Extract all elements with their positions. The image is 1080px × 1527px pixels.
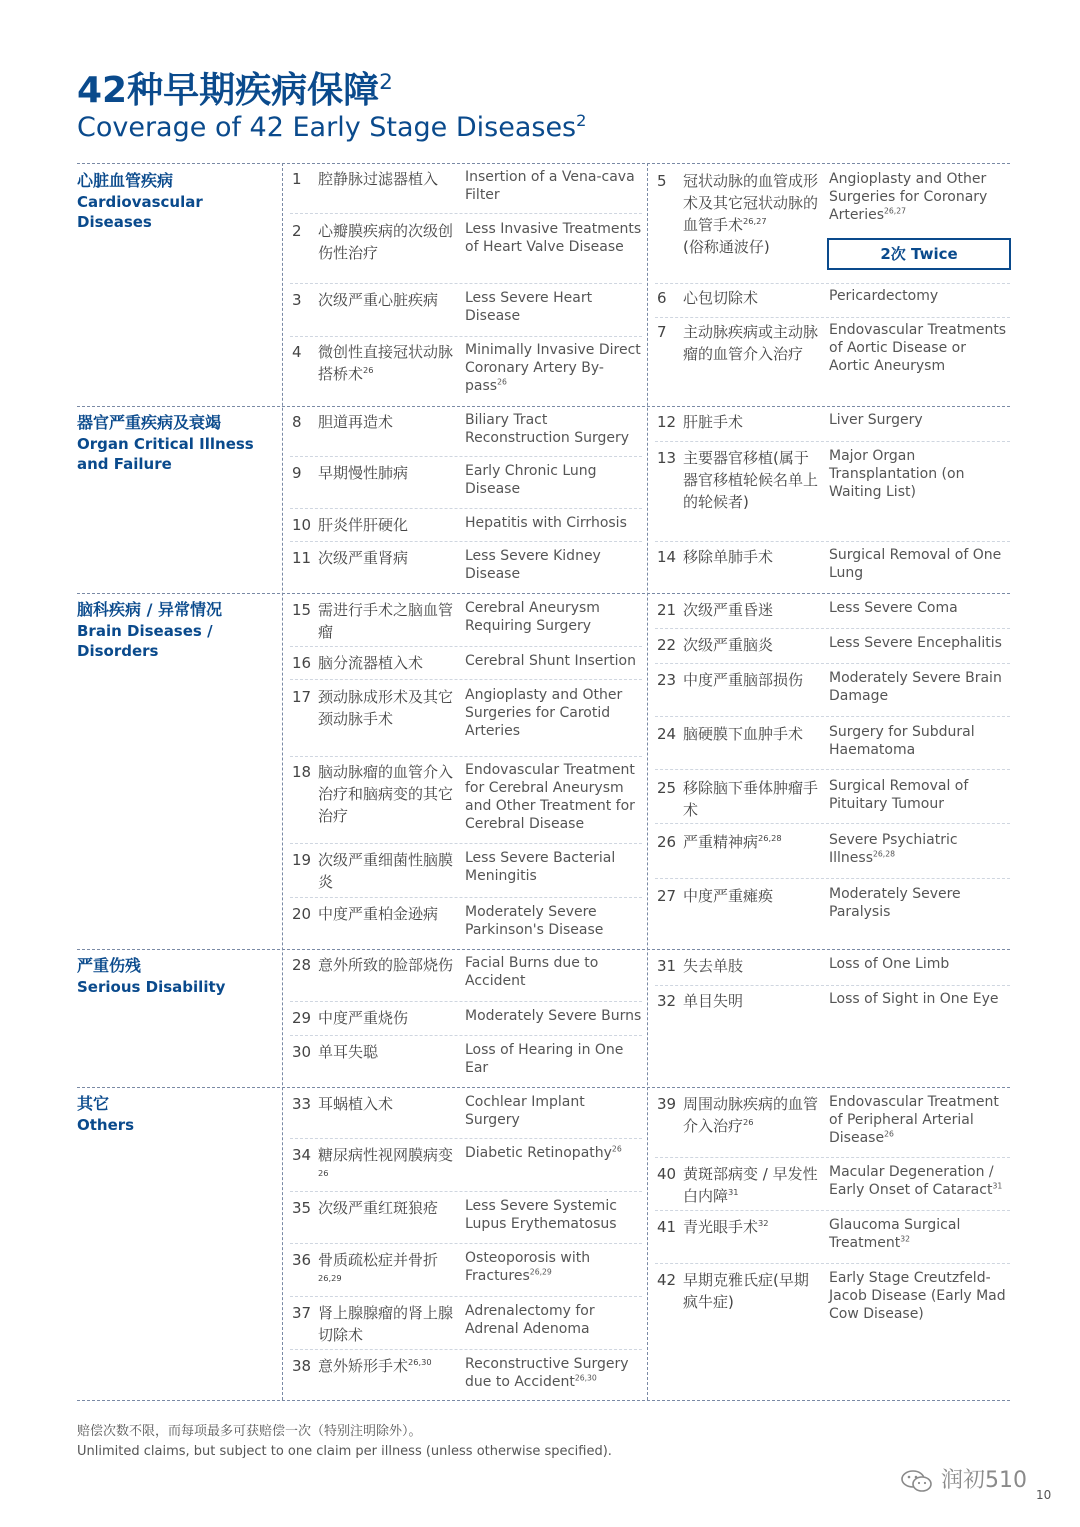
disease-number: 10	[292, 516, 312, 534]
disease-name-zh: 中度严重柏金逊病	[318, 905, 439, 923]
row-divider	[655, 1210, 1010, 1211]
disease-name-en: Endovascular Treatment of Peripheral Arterial Disease$^{26}$	[829, 1094, 999, 1146]
disease-name-en: Less Invasive Treatments of Heart Valve Disease	[465, 221, 642, 255]
page-title-zh: 42种早期疾病保障$^2$	[77, 70, 393, 111]
column-divider	[282, 163, 283, 1400]
disease-name-zh: 中度严重脑部损伤	[683, 671, 804, 689]
row-divider	[655, 769, 1010, 770]
disease-number: 1	[292, 170, 302, 188]
disease-name-zh: 主要器官移植(属于器官移植轮候名单上的轮候者)	[683, 449, 819, 511]
row-divider	[290, 1191, 642, 1192]
disease-number: 12	[657, 413, 677, 431]
row-divider	[290, 336, 642, 337]
category-brain: 脑科疾病 / 异常情况 Brain Diseases / Disorders	[77, 600, 222, 660]
disease-name-en: Minimally Invasive Direct Coronary Artery By-pass$^{26}$	[465, 342, 641, 394]
disease-number: 9	[292, 464, 302, 482]
disease-name-en: Facial Burns due to Accident	[465, 955, 599, 989]
disease-name-en: Macular Degeneration / Early Onset of Cataract$^{31}$	[829, 1164, 1003, 1198]
disease-number: 26	[657, 833, 677, 851]
row-divider	[655, 317, 1010, 318]
disease-number: 7	[657, 323, 667, 341]
page-title-en: Coverage of 42 Early Stage Diseases$^2$	[77, 111, 587, 143]
category-disability: 严重伤残 Serious Disability	[77, 956, 226, 996]
disease-name-en: Moderately Severe Paralysis	[829, 886, 961, 920]
disease-name-zh: 耳蜗植入术	[318, 1095, 394, 1113]
disease-name-zh: 次级严重细菌性脑膜炎	[318, 851, 454, 891]
disease-name-zh: 周围动脉疾病的血管介入治疗$^{26}$	[683, 1095, 819, 1135]
disease-name-zh: 脑分流器植入术	[318, 654, 424, 672]
section-divider	[77, 593, 1010, 594]
disease-name-en: Moderately Severe Brain Damage	[829, 670, 1002, 704]
disease-name-en: Pericardectomy	[829, 288, 939, 304]
disease-name-en: Surgical Removal of Pituitary Tumour	[829, 778, 969, 812]
row-divider	[290, 646, 642, 647]
disease-number: 14	[657, 548, 677, 566]
disease-name-zh: 冠状动脉的血管成形术及其它冠状动脉的血管手术$^{26,27}$ (俗称通波仔)	[683, 172, 819, 256]
section-divider	[77, 1087, 1010, 1088]
disease-number: 33	[292, 1095, 312, 1113]
disease-number: 34	[292, 1146, 312, 1164]
disease-name-zh: 主动脉疾病或主动脉瘤的血管介入治疗	[683, 323, 819, 363]
disease-number: 11	[292, 549, 312, 567]
disease-name-zh: 次级严重肾病	[318, 549, 409, 567]
disease-name-en: Biliary Tract Reconstruction Surgery	[465, 412, 630, 446]
disease-number: 2	[292, 222, 302, 240]
disease-name-zh: 意外所致的脸部烧伤	[318, 956, 454, 974]
disease-number: 25	[657, 779, 677, 797]
disease-name-en: Loss of Hearing in One Ear	[465, 1042, 624, 1076]
disease-name-zh: 移除脑下垂体肿瘤手术	[683, 779, 819, 819]
disease-number: 22	[657, 636, 677, 654]
disease-number: 39	[657, 1095, 677, 1113]
disease-name-zh: 颈动脉成形术及其它颈动脉手术	[318, 688, 454, 728]
disease-name-zh: 肝脏手术	[683, 413, 744, 431]
disease-number: 41	[657, 1218, 677, 1236]
disease-number: 16	[292, 654, 312, 672]
disease-name-en: Loss of One Limb	[829, 956, 950, 972]
disease-name-en: Cochlear Implant Surgery	[465, 1094, 585, 1128]
section-divider	[77, 949, 1010, 950]
disease-name-zh: 骨质疏松症并骨折$^{26,29}$	[318, 1251, 439, 1283]
disease-number: 17	[292, 688, 312, 706]
disease-name-zh: 糖尿病性视网膜病变$^{26}$	[318, 1146, 454, 1178]
disease-number: 21	[657, 601, 677, 619]
disease-name-zh: 严重精神病$^{26,28}$	[683, 833, 782, 851]
disease-name-en: Surgery for Subdural Haematoma	[829, 724, 975, 758]
disease-number: 28	[292, 956, 312, 974]
row-divider	[290, 1349, 642, 1350]
disease-name-en: Moderately Severe Parkinson's Disease	[465, 904, 604, 938]
row-divider	[290, 1243, 642, 1244]
disease-number: 32	[657, 992, 677, 1010]
disease-name-en: Less Severe Kidney Disease	[465, 548, 601, 582]
disease-name-en: Less Severe Bacterial Meningitis	[465, 850, 616, 884]
disease-name-en: Less Severe Coma	[829, 600, 958, 616]
row-divider	[290, 1001, 642, 1002]
disease-name-en: Less Severe Systemic Lupus Erythematosus	[465, 1198, 617, 1232]
disease-name-en: Less Severe Encephalitis	[829, 635, 1002, 651]
disease-name-zh: 需进行手术之脑血管瘤	[318, 601, 454, 641]
disease-name-zh: 心包切除术	[683, 289, 759, 307]
disease-name-en: Insertion of a Vena-cava Filter	[465, 169, 635, 203]
disease-name-zh: 单目失明	[683, 992, 744, 1010]
row-divider	[655, 716, 1010, 717]
row-divider	[655, 441, 1010, 442]
row-divider	[290, 1035, 642, 1036]
disease-number: 3	[292, 291, 302, 309]
disease-name-zh: 意外矫形手术$^{26,30}$	[318, 1357, 432, 1375]
disease-name-en: Cerebral Shunt Insertion	[465, 653, 636, 669]
disease-name-zh: 早期慢性肺病	[318, 464, 409, 482]
row-divider	[290, 541, 642, 542]
disease-name-zh: 次级严重红斑狼疮	[318, 1199, 439, 1217]
disease-name-zh: 腔静脉过滤器植入	[318, 170, 439, 188]
disease-number: 40	[657, 1165, 677, 1183]
watermark: 润初510	[900, 1463, 1027, 1494]
row-divider	[655, 1263, 1010, 1264]
disease-name-zh: 肾上腺腺瘤的肾上腺切除术	[318, 1304, 454, 1344]
disease-name-en: Adrenalectomy for Adrenal Adenoma	[465, 1303, 595, 1337]
disease-name-zh: 胆道再造术	[318, 413, 394, 431]
twice-badge: 2次 Twice	[827, 238, 1011, 270]
disease-number: 5	[657, 172, 667, 190]
disease-number: 38	[292, 1357, 312, 1375]
disease-name-en: Less Severe Heart Disease	[465, 290, 593, 324]
disease-name-zh: 失去单肢	[683, 957, 744, 975]
disease-name-zh: 次级严重昏迷	[683, 601, 774, 619]
disease-name-zh: 次级严重心脏疾病	[318, 291, 439, 309]
category-cardiovascular: 心脏血管疾病 Cardiovascular Diseases	[77, 171, 203, 231]
wechat-icon	[900, 1469, 934, 1493]
row-divider	[290, 897, 642, 898]
row-divider	[290, 213, 642, 214]
disease-number: 30	[292, 1043, 312, 1061]
disease-number: 8	[292, 413, 302, 431]
section-divider	[77, 406, 1010, 407]
disease-name-en: Diabetic Retinopathy$^{26}$	[465, 1144, 622, 1161]
disease-name-en: Early Stage Creutzfeld-Jacob Disease (Early Mad Cow Disease)	[829, 1270, 1006, 1322]
disease-name-zh: 中度严重烧伤	[318, 1009, 409, 1027]
row-divider	[290, 679, 642, 680]
disease-number: 19	[292, 851, 312, 869]
disease-name-zh: 微创性直接冠状动脉搭桥术$^{26}$	[318, 343, 454, 383]
footnote-zh: 赔偿次数不限，而每项最多可获赔偿一次（特别注明除外）。	[77, 1424, 422, 1439]
disease-name-en: Osteoporosis with Fractures$^{26,29}$	[465, 1250, 591, 1284]
row-divider	[290, 843, 642, 844]
row-divider	[290, 756, 642, 757]
disease-number: 20	[292, 905, 312, 923]
disease-name-zh: 脑动脉瘤的血管介入治疗和脑病变的其它治疗	[318, 763, 454, 825]
section-divider	[77, 163, 1010, 164]
row-divider	[290, 283, 642, 284]
disease-name-zh: 次级严重脑炎	[683, 636, 774, 654]
disease-name-zh: 移除单肺手术	[683, 548, 774, 566]
column-divider	[647, 163, 648, 1400]
row-divider	[655, 541, 1010, 542]
disease-name-zh: 单耳失聪	[318, 1043, 379, 1061]
disease-name-en: Angioplasty and Other Surgeries for Coronary Arteries$^{26,27}$	[829, 171, 988, 223]
row-divider	[655, 663, 1010, 664]
disease-name-zh: 肝炎伴肝硬化	[318, 516, 409, 534]
page-number: 10	[1036, 1488, 1052, 1502]
disease-name-en: Loss of Sight in One Eye	[829, 991, 999, 1007]
row-divider	[655, 628, 1010, 629]
disease-name-en: Reconstructive Surgery due to Accident$^{26,30}$	[465, 1356, 629, 1390]
disease-name-en: Major Organ Transplantation (on Waiting List)	[829, 448, 965, 500]
row-divider	[655, 985, 1010, 986]
row-divider	[290, 1296, 642, 1297]
disease-name-zh: 中度严重瘫痪	[683, 887, 774, 905]
disease-name-en: Moderately Severe Burns	[465, 1008, 642, 1024]
section-divider	[77, 1400, 1010, 1401]
disease-number: 4	[292, 343, 302, 361]
disease-name-zh: 青光眼手术$^{32}$	[683, 1218, 769, 1236]
disease-name-zh: 黄斑部病变 / 早发性白内障$^{31}$	[683, 1165, 818, 1205]
disease-number: 35	[292, 1199, 312, 1217]
disease-name-en: Angioplasty and Other Surgeries for Carotid Arteries	[465, 687, 623, 739]
disease-name-en: Surgical Removal of One Lung	[829, 547, 1002, 581]
disease-number: 23	[657, 671, 677, 689]
disease-number: 18	[292, 763, 312, 781]
disease-name-zh: 早期克雅氏症(早期疯牛症)	[683, 1271, 809, 1311]
disease-number: 42	[657, 1271, 677, 1289]
row-divider	[655, 283, 1010, 284]
row-divider	[290, 456, 642, 457]
row-divider	[290, 1138, 642, 1139]
disease-name-en: Endovascular Treatment for Cerebral Aneurysm and Other Treatment for Cerebral Disease	[465, 762, 635, 832]
row-divider	[655, 878, 1010, 879]
disease-number: 37	[292, 1304, 312, 1322]
disease-name-en: Glaucoma Surgical Treatment$^{32}$	[829, 1217, 961, 1251]
disease-name-en: Early Chronic Lung Disease	[465, 463, 597, 497]
category-others: 其它 Others	[77, 1094, 135, 1134]
disease-name-en: Severe Psychiatric Illness$^{26,28}$	[829, 832, 958, 866]
disease-name-en: Endovascular Treatments of Aortic Disease or Aortic Aneurysm	[829, 322, 1007, 374]
disease-name-en: Cerebral Aneurysm Requiring Surgery	[465, 600, 600, 634]
footnote-en: Unlimited claims, but subject to one claim per illness (unless otherwise specified).	[77, 1444, 612, 1459]
disease-number: 15	[292, 601, 312, 619]
disease-number: 6	[657, 289, 667, 307]
disease-number: 24	[657, 725, 677, 743]
category-organ: 器官严重疾病及衰竭 Organ Critical Illness and Failure	[77, 413, 254, 473]
disease-number: 13	[657, 449, 677, 467]
row-divider	[655, 1157, 1010, 1158]
row-divider	[655, 823, 1010, 824]
disease-name-zh: 心瓣膜疾病的次级创伤性治疗	[318, 222, 454, 262]
disease-number: 27	[657, 887, 677, 905]
disease-name-en: Hepatitis with Cirrhosis	[465, 515, 627, 531]
disease-name-zh: 脑硬膜下血肿手术	[683, 725, 804, 743]
disease-number: 29	[292, 1009, 312, 1027]
disease-number: 36	[292, 1251, 312, 1269]
disease-number: 31	[657, 957, 677, 975]
disease-name-en: Liver Surgery	[829, 412, 923, 428]
row-divider	[290, 508, 642, 509]
